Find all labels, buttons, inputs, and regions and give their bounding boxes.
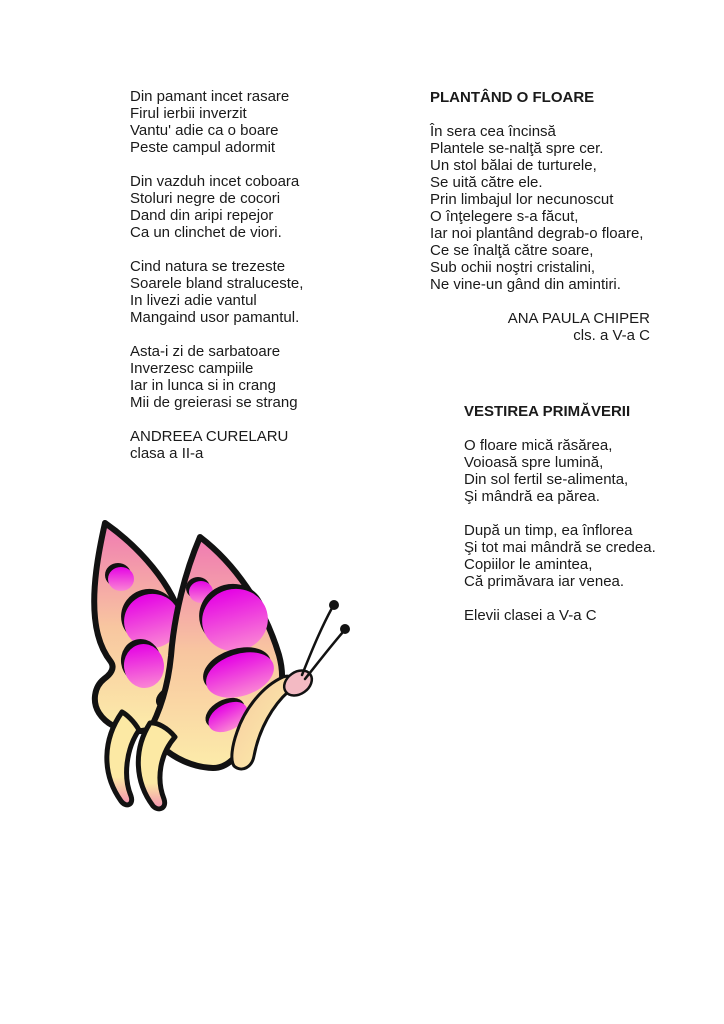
poem-line: Soarele bland straluceste, — [130, 275, 304, 292]
poem-line: Asta-i zi de sarbatoare — [130, 343, 281, 360]
poem-line: După un timp, ea înflorea — [464, 522, 633, 539]
butterfly-front-tail — [138, 723, 175, 809]
poem-line: Din pamant incet rasare — [130, 88, 290, 105]
poem-line: Firul ierbii inverzit — [130, 105, 247, 122]
poem-title: PLANTÂND O FLOARE — [430, 89, 595, 106]
poem-line: Un stol bălai de turturele, — [430, 157, 597, 174]
poem-line: Ne vine-un gând din amintiri. — [430, 276, 621, 293]
poem-line: Din vazduh incet coboara — [130, 173, 300, 190]
poem-line: Iar noi plantând degrab-o floare, — [430, 225, 644, 242]
poem-line: Mii de greierasi se strang — [130, 394, 298, 411]
poem-line: Sub ochii noştri cristalini, — [430, 259, 596, 276]
poem-line: Ce se înalţă către soare, — [430, 242, 594, 259]
poem-line: Plantele se-nalţă spre cer. — [430, 140, 604, 157]
poem-line: Dand din aripi repejor — [130, 207, 274, 224]
poem-line: Iar in lunca si in crang — [130, 377, 276, 394]
poem-author-class: clasa a II-a — [130, 445, 204, 462]
stanza-gap — [130, 411, 303, 428]
poem-line: Mangaind usor pamantul. — [130, 309, 300, 326]
stanza-gap — [430, 106, 650, 123]
poem-line: Vantu' adie ca o boare — [130, 122, 279, 139]
poem-line: Ca un clinchet de viori. — [130, 224, 282, 241]
poem-line: Şi tot mai mândră se credea. — [464, 539, 656, 556]
poem-title: VESTIREA PRIMĂVERII — [464, 403, 631, 420]
poem-line: Voioasă spre lumină, — [464, 454, 604, 471]
stanza-gap — [464, 590, 656, 607]
poem-line: O floare mică răsărea, — [464, 437, 613, 454]
poem-line: Prin limbajul lor necunoscut — [430, 191, 614, 208]
poem-line: Şi mândră ea părea. — [464, 488, 600, 505]
poem-line: Copiilor le amintea, — [464, 556, 593, 573]
stanza-gap — [430, 293, 650, 310]
poem-line: Că primăvara iar venea. — [464, 573, 625, 590]
poem-line: Cind natura se trezeste — [130, 258, 286, 275]
poem-author-class: cls. a V-a C — [573, 327, 650, 344]
poem-line: Peste campul adormit — [130, 139, 276, 156]
poem-bottom-right — [464, 403, 656, 624]
poem-top-right — [430, 89, 650, 344]
poem-author: ANDREEA CURELARU — [130, 428, 289, 445]
stanza-gap — [130, 326, 303, 343]
poem-credit: Elevii clasei a V-a C — [464, 607, 597, 624]
stanza-gap — [130, 156, 303, 173]
poem-left — [130, 88, 303, 462]
poem-line: Inverzesc campiile — [130, 360, 254, 377]
stanza-gap — [464, 505, 656, 522]
poem-line: O înţelegere s-a făcut, — [430, 208, 579, 225]
butterfly-antenna-tip — [340, 624, 350, 634]
poem-line: Stoluri negre de cocori — [130, 190, 281, 207]
poem-line: Din sol fertil se-alimenta, — [464, 471, 629, 488]
butterfly-shapes — [94, 523, 350, 809]
stanza-gap — [130, 241, 303, 258]
stanza-gap — [464, 420, 656, 437]
butterfly-icon — [86, 516, 366, 816]
butterfly-rear-tail — [107, 712, 139, 805]
poem-line: Se uită către ele. — [430, 174, 543, 191]
poem-line: În sera cea încinsă — [430, 123, 556, 140]
butterfly-antenna-tip — [329, 600, 339, 610]
poem-line: In livezi adie vantul — [130, 292, 257, 309]
poem-author: ANA PAULA CHIPER — [507, 310, 650, 327]
